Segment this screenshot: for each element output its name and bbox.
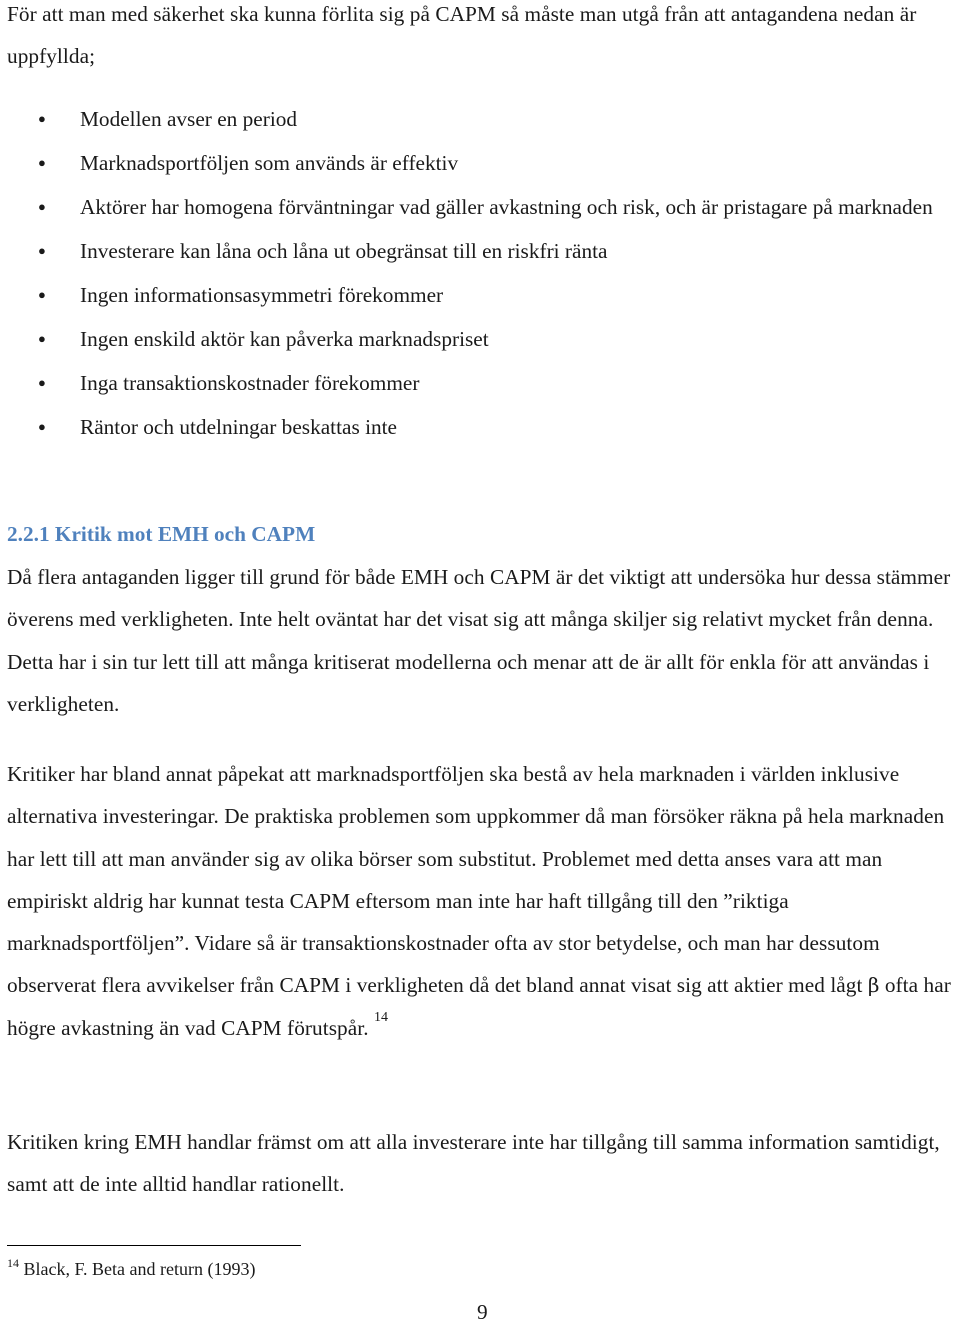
- list-item-text: Aktörer har homogena förväntningar vad gäller avkastning och risk, och är pristagare på marknaden: [80, 195, 933, 219]
- footnote-separator: [7, 1245, 301, 1246]
- list-item: [7, 273, 960, 317]
- list-item-text: Inga transaktionskostnader förekommer: [80, 371, 420, 395]
- paragraph-text: ofta har högre avkastning än vad CAPM förutspår.: [7, 973, 951, 1040]
- list-item: [7, 405, 960, 449]
- footnote: [7, 1255, 256, 1283]
- page-number: 9: [477, 1300, 488, 1324]
- list-item-text: Ingen informationsasymmetri förekommer: [80, 283, 444, 307]
- bullet-icon: ●: [38, 375, 46, 390]
- list-item: [7, 361, 960, 405]
- body-paragraph: Då flera antaganden ligger till grund för både EMH och CAPM är det viktigt att undersöka hur dessa stämmer överens med verkligheten. Inte helt oväntat har det visat sig att många skiljer sig relativt mycket från denna. Detta har i sin tur lett till att många kritiserat modellerna och menar att de är allt för enkla för att användas i verkligheten.: [7, 565, 951, 716]
- list-item: [7, 141, 960, 185]
- footnote-number: 14: [7, 1256, 19, 1270]
- beta-symbol: β: [867, 973, 880, 998]
- bullet-icon: ●: [38, 287, 46, 302]
- list-item-text: Modellen avser en period: [80, 107, 298, 131]
- assumptions-list: [7, 97, 953, 449]
- list-item: [7, 229, 960, 273]
- intro-paragraph: För att man med säkerhet ska kunna förlita sig på CAPM så måste man utgå från att antagandena nedan är uppfyllda;: [7, 2, 917, 69]
- body-paragraph: [7, 753, 953, 1049]
- bullet-icon: ●: [38, 199, 46, 214]
- list-item-text: Räntor och utdelningar beskattas inte: [80, 415, 397, 439]
- list-item: [7, 317, 960, 361]
- list-item: [7, 97, 960, 141]
- list-item-text: Ingen enskild aktör kan påverka marknadspriset: [80, 327, 489, 351]
- paragraph-text: Kritiker har bland annat påpekat att marknadsportföljen ska bestå av hela marknaden i världen inklusive alternativa investeringar. De praktiska problemen som uppkommer då man försöker räkna på hela marknaden har lett till att man använder sig av olika börser som substitut. Problemet med detta anses vara att man empiriskt aldrig har kunnat testa CAPM eftersom man inte har haft tillgång till den ”riktiga marknadsportföljen”. Vidare så är transaktionskostnader ofta av stor betydelse, och man har dessutom observerat flera avvikelser från CAPM i verkligheten då det bland annat visat sig att aktier med lågt: [7, 762, 945, 998]
- list-item-text: Investerare kan låna och låna ut obegränsat till en riskfri ränta: [80, 239, 608, 263]
- bullet-icon: ●: [38, 331, 46, 346]
- list-item: [7, 185, 960, 229]
- footnote-reference[interactable]: 14: [373, 1009, 389, 1025]
- body-paragraph: Kritiken kring EMH handlar främst om att alla investerare inte har tillgång till samma information samtidigt, samt att de inte alltid handlar rationellt.: [7, 1130, 940, 1197]
- bullet-icon: ●: [38, 155, 46, 170]
- list-item-text: Marknadsportföljen som används är effektiv: [80, 151, 459, 175]
- footnote-text: Black, F. Beta and return (1993): [23, 1259, 256, 1279]
- bullet-icon: ●: [38, 419, 46, 434]
- bullet-icon: ●: [38, 243, 46, 258]
- section-heading: 2.2.1 Kritik mot EMH och CAPM: [7, 522, 316, 546]
- bullet-icon: ●: [38, 111, 46, 126]
